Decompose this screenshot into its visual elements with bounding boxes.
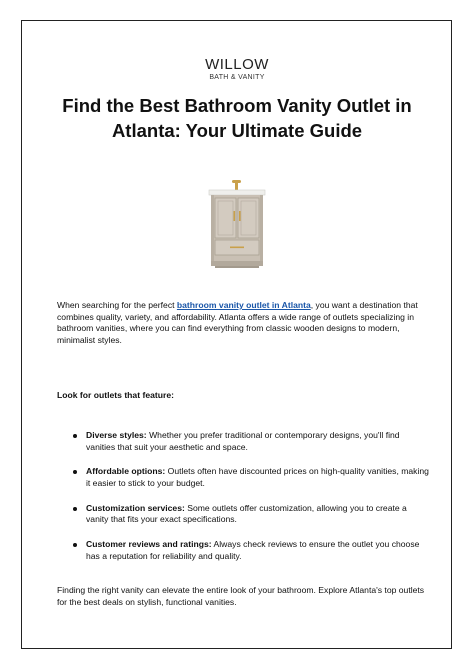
feature-text: Whether you prefer traditional or contemporary designs, you'll find vanities that suit your aesthetic and space. — [86, 430, 400, 452]
bullet-icon — [73, 434, 77, 438]
logo-name: WILLOW — [205, 56, 269, 73]
bathroom-vanity-image — [199, 178, 275, 270]
feature-item-diverse-styles — [57, 430, 429, 453]
bullet-icon — [73, 507, 77, 511]
logo-tagline: BATH & VANITY — [209, 74, 265, 81]
bullet-icon — [73, 470, 77, 474]
feature-label: Customer reviews and ratings: — [86, 539, 212, 550]
features-list — [57, 430, 429, 576]
intro-text-start: When searching for the perfect — [57, 300, 177, 310]
brand-logo — [0, 57, 474, 82]
feature-item-customization-services — [57, 503, 429, 526]
feature-text: Always check reviews to ensure the outlet you choose has a reputation for reliability and quality. — [86, 539, 420, 561]
feature-text: Outlets often have discounted prices on high-quality vanities, making it easier to stick to your budget. — [86, 466, 429, 488]
feature-label: Customization services: — [86, 502, 185, 513]
intro-paragraph — [57, 300, 429, 346]
feature-item-customer-reviews — [57, 539, 429, 562]
closing-paragraph: Finding the right vanity can elevate the entire look of your bathroom. Explore Atlanta's top outlets for the best deals on stylish, functional vanities. — [57, 585, 425, 607]
feature-item-affordable-options — [57, 466, 429, 489]
bathroom-vanity-outlet-link[interactable]: bathroom vanity outlet in Atlanta — [176, 300, 311, 310]
feature-text: Some outlets offer customization, allowing you to create a vanity that fits your exact specifications. — [86, 502, 407, 525]
feature-label: Affordable options: — [86, 466, 166, 477]
feature-label: Diverse styles: — [86, 430, 147, 440]
intro-text-end: , you want a destination that combines quality, variety, and affordability. Atlanta offers a wide range of outlets specializing in bathroom vanities, where you can find everything from classic wooden designs to modern, minimalist styles. — [57, 300, 418, 345]
page-title: Find the Best Bathroom Vanity Outlet in Atlanta: Your Ultimate Guide — [62, 95, 412, 141]
features-heading: Look for outlets that feature: — [57, 390, 174, 400]
bullet-icon — [73, 543, 77, 547]
